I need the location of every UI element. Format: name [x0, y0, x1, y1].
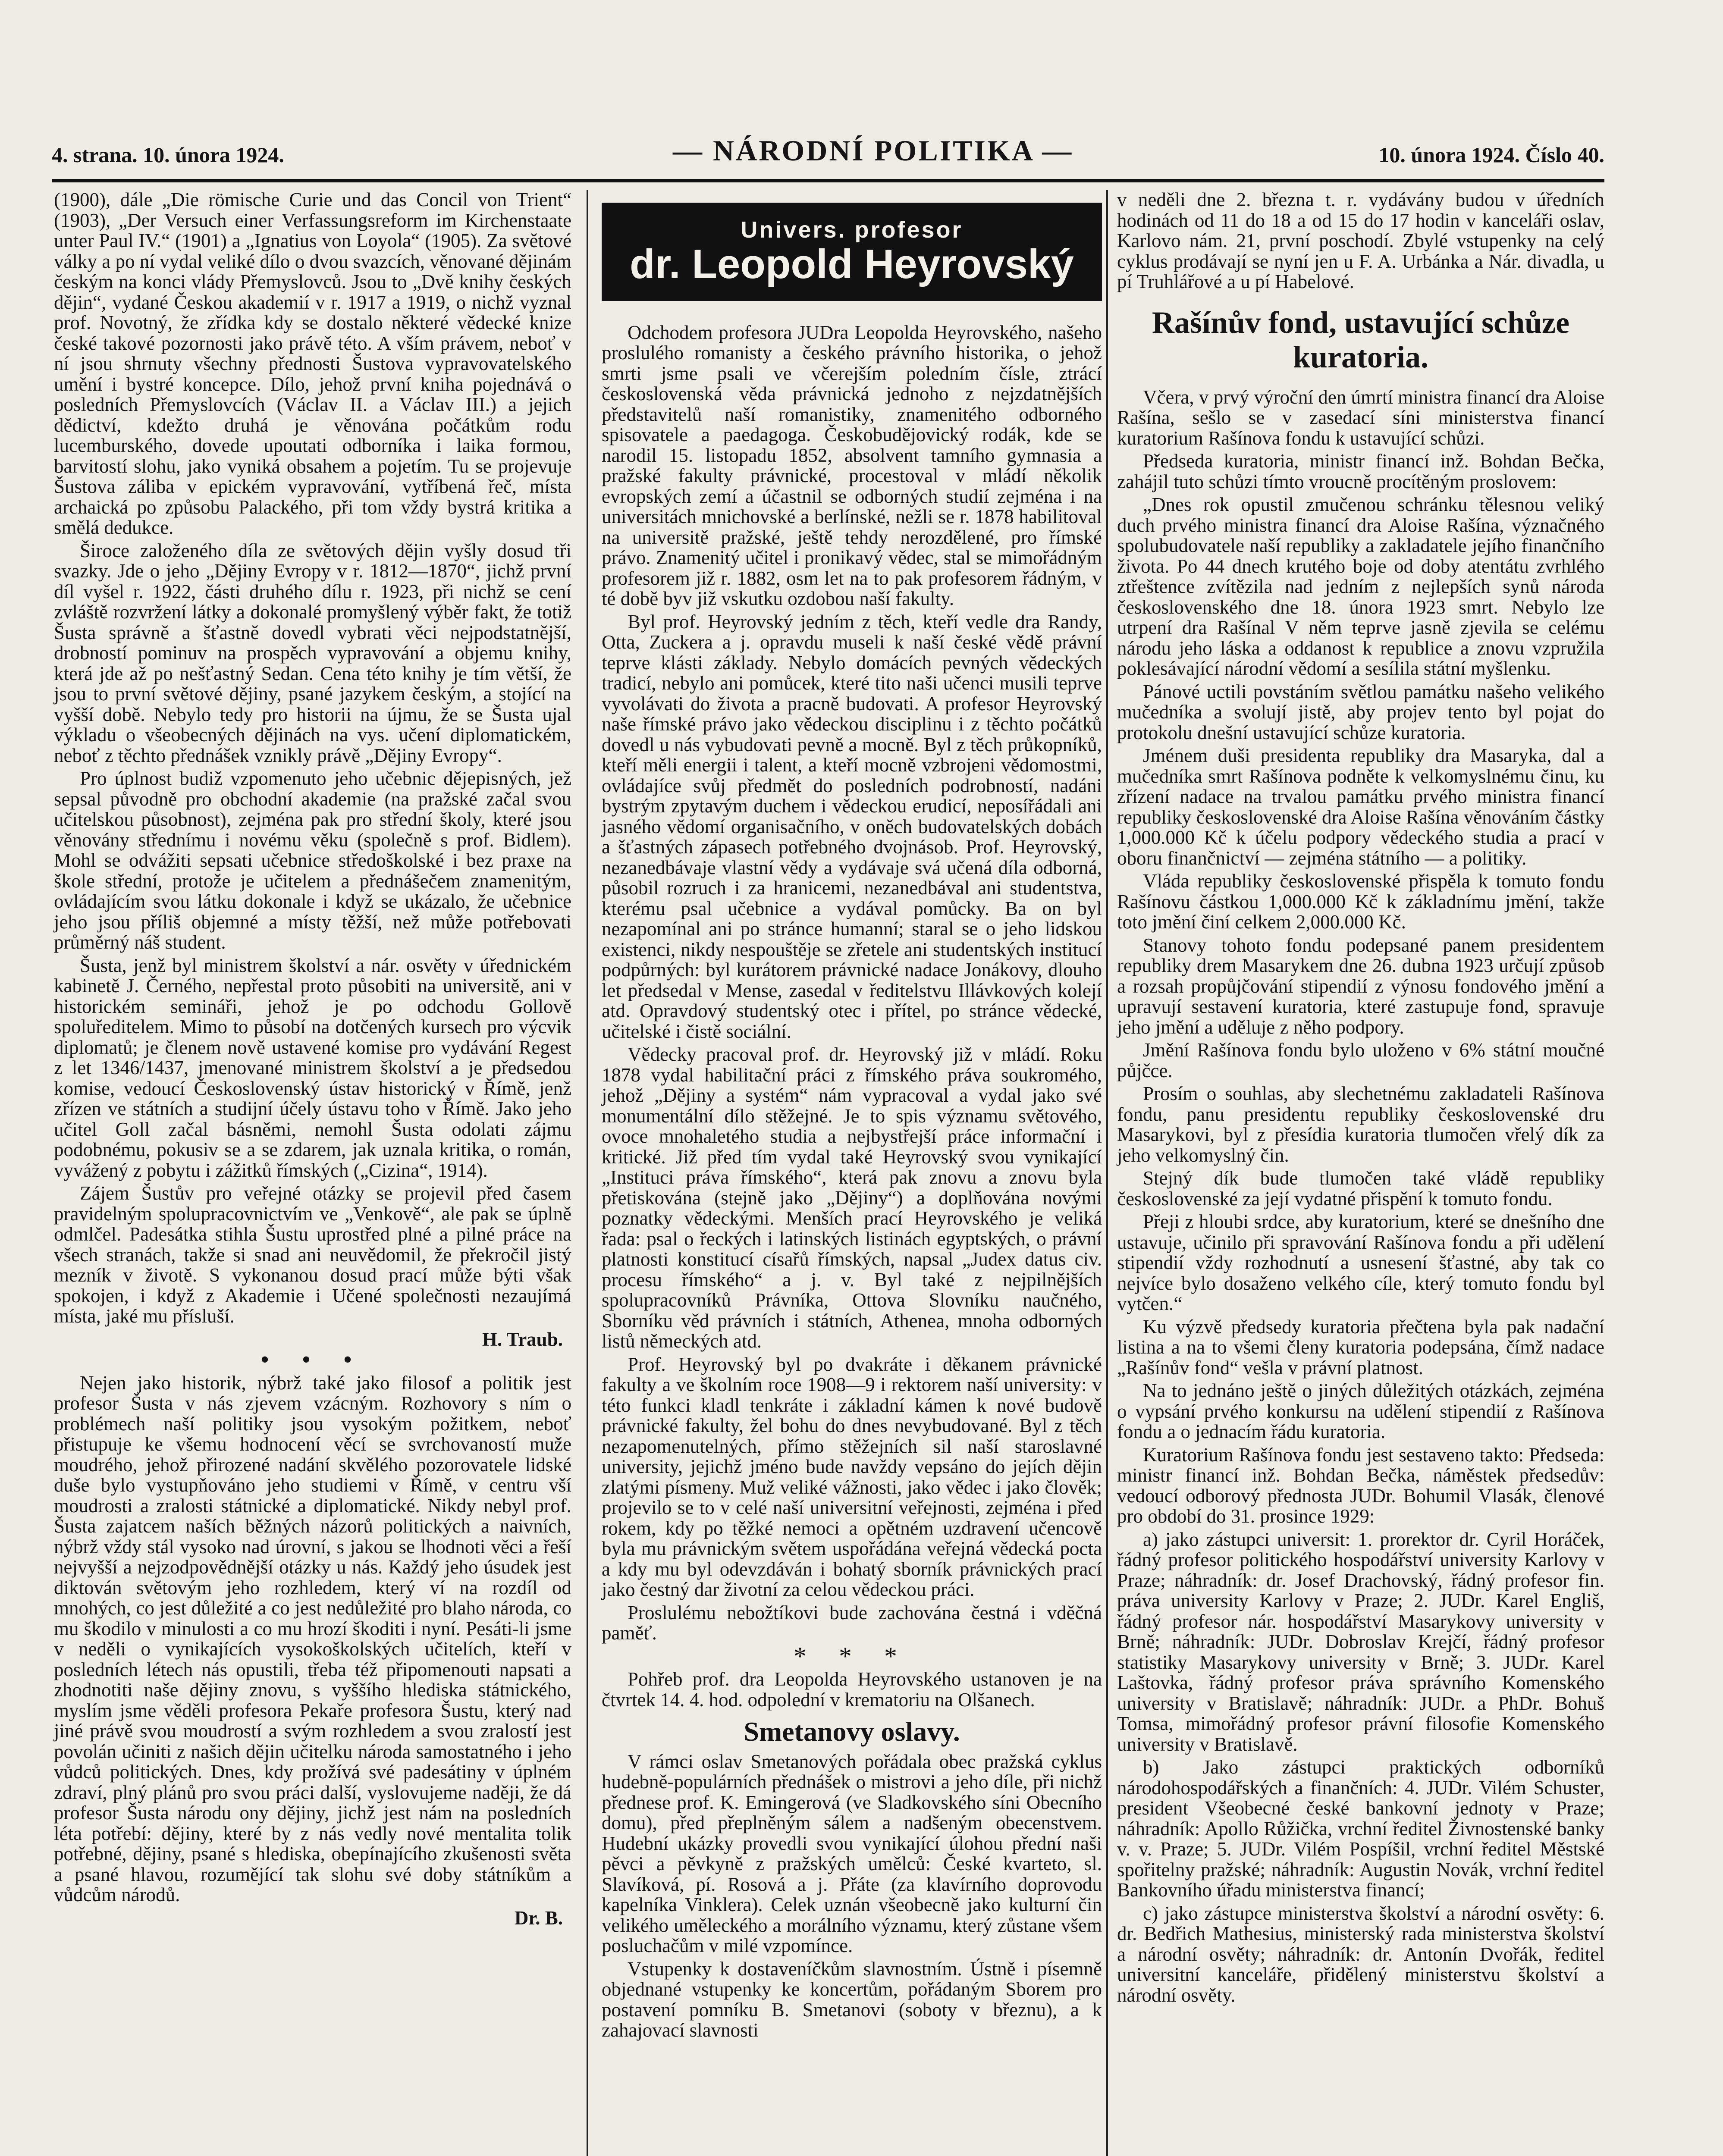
- article-paragraph: Včera, v prvý výroční den úmrtí ministra financí dra Aloise Rašína, sešlo se v zasedací síni ministerstva financí kuratorium Rašínova fondu k ustavující schůzi.: [1117, 386, 1604, 449]
- article-paragraph: Pohřeb prof. dra Leopolda Heyrovského ustanoven je na čtvrtek 14. 4. hod. odpolední v krematoriu na Olšanech.: [602, 1668, 1102, 1711]
- author-signature: H. Traub.: [482, 1328, 563, 1350]
- header-page-date: 4. strana. 10. února 1924.: [52, 143, 284, 167]
- article-paragraph: Vstupenky k dostaveníčkům slavnostním. Ústně i písemně objednané vstupenky ke koncertům, pořádaným Sborem pro postavení pomníku B. Smetanovi (soboty v březnu), a k zahajovací slavnosti: [602, 1958, 1102, 2041]
- article-paragraph: Vědecky pracoval prof. dr. Heyrovský již v mládí. Roku 1878 vydal habilitační práci z římského práva soukromého, jehož „Dějiny a systém“ nám vypracoval a vydal jako své monumentální dílo stěžejné. Je to spis významu světového, ovoce mnohaletého studia a nejbystřejší práce informační i kritické. Již před tím vydal také Heyrovský svou vynikající „Instituci práva římského“, která pak znovu a znovu byla přetiskována (stejně jako „Dějiny“) a doplňována novými poznatky vědeckými. Menších prací Heyrovského je veliká řada: psal o řeckých i latinských listinách egyptských, o právní platnosti konstitucí císařů římských, napsal „Judex datus civ. procesu římského“ a j. v. Byl také z nejpilnějších spolupracovníků Právníka, Ottova Slovníku naučného, Sborníku věd právních i státních, Athenea, mnoha odborných listů německých atd.: [602, 1044, 1102, 1352]
- article-paragraph: Zájem Šustův pro veřejné otázky se projevil před časem pravidelným spolupracovnictvím ve „Venkově“, ale pak se úplně odmlčel. Padesátka stihla Šustu uprostřed plné a pilné práce na všech stranách, takže si snad ani neuvědomil, že překročil jistý mezník v životě. S vykonanou dosud prací může býti však spokojen, i když z Akademie i Učené společnosti nezaujímá místa, jaké mu přísluší.: [54, 1182, 571, 1327]
- article-paragraph: Ku výzvě předsedy kuratoria přečtena byla pak nadační listina a na to všemi členy kuratoria podepsána, čímž nadace „Rašínův fond“ vešla v právní platnost.: [1117, 1316, 1604, 1379]
- obituary-kicker: Univers. profesor: [741, 217, 963, 243]
- page-header: [52, 129, 1604, 177]
- article-paragraph: Prosím o souhlas, aby slechetnému zakladateli Rašínova fondu, panu presidentu republiky československé dru Masarykovi, byl z přesídia kuratoria tlumočen vřelý dík za jeho velkomyslný čin.: [1117, 1083, 1604, 1166]
- article-paragraph: Předseda kuratoria, ministr financí inž. Bohdan Bečka, zahájil tuto schůzi tímto vroucně procítěným proslovem:: [1117, 450, 1604, 492]
- article-paragraph: v neděli dne 2. března t. r. vydávány budou v úředních hodinách od 11 do 18 a od 15 do 17 hodin v kanceláři oslav, Karlovo nám. 21, první poschodí. Zbylé vstupenky na celý cyklus prodávají se nyní jen u F. A. Urbánka a Nár. divadla, u pí Truhlářové a u pí Habelové.: [1117, 189, 1604, 292]
- obituary-title-box: [602, 203, 1102, 301]
- obituary-headline: dr. Leopold Heyrovský: [630, 241, 1074, 287]
- column-2: [602, 190, 1102, 2043]
- article-paragraph: Široce založeného díla ze světových dějin vyšly dosud tři svazky. Jde o jeho „Dějiny Evropy v r. 1812—1870“, jichž první díl vyšel r. 1922, části druhého dílu r. 1923, při nichž se cení zvláště rozvržení látky a dokonalé promyšlený výběr fakt, že totiž Šusta správně a šťastně dovedl vybrati věci nejpodstatnější, drobností pominuv na prospěch vypravování a objemu knihy, která jde až po nešťastný Sedan. Cena této knihy je tím větší, že jsou to první světové dějiny, psané jazykem českým, a stojící na vyšší době. Nebylo tedy pro historii na újmu, že se Šusta ujal výkladu o všeobecných dějinách na vys. učení diplomatickém, neboť z těchto přednášek vznikly právě „Dějiny Evropy“.: [54, 539, 571, 766]
- section-separator: * * *: [794, 1642, 910, 1670]
- article-paragraph: Na to jednáno ještě o jiných důležitých otázkách, zejména o vypsání prvého konkursu na udělení stipendií z Rašínova fondu a o jednacím řádu kuratoria.: [1117, 1380, 1604, 1442]
- article-paragraph: Šusta, jenž byl ministrem školství a nár. osvěty v úřednickém kabinetě J. Černého, nepřestal proto působiti na universitě, ani v historickém semináři, jehož je po odchodu Gollově spoluředitelem. Mimo to působí na dotčených kursech pro výcvik diplomatů; je členem nově ustavené komise pro vydávání Regest z let 1346/1437, jmenované ministrem školství a je předsedou komise, vedoucí Československý ústav historický v Římě, jenž zřízen ve státních a studijní účely ústavu toho v Římě. Jako jeho učitel Goll začal básněmi, nemohl Šusta odolati zájmu podobnému, pokusiv se a se zdarem, jak uznala kritika, o román, vyvážený z pobytu i zážitků římských („Cizina“, 1914).: [54, 954, 571, 1181]
- article-paragraph: c) jako zástupce ministerstva školství a národní osvěty: 6. dr. Bedřich Mathesius, ministerský rada ministerstva školství a národní osvěty; náhradník: dr. Antonín Dvořák, ředitel universitní kanceláře, přidělený ministerstvu školství a národní osvěty.: [1117, 1902, 1604, 2006]
- author-signature: Dr. B.: [514, 1907, 563, 1929]
- article-paragraph: Jménem duši presidenta republiky dra Masaryka, dal a mučedníka smrt Rašínova podněte k velkomyslnému činu, ku zřízení nadace na trvalou památku prvého ministra financí republiky československé dra Aloise Rašína věnováním částky 1,000.000 Kč k účelu podpory vědeckého studia a prací v oboru finančnictví — zejména státního — a politiky.: [1117, 745, 1604, 869]
- column-divider-1: [587, 190, 588, 2156]
- article-headline: Smetanovy oslavy.: [744, 1716, 960, 1747]
- header-issue: 10. února 1924. Číslo 40.: [1378, 143, 1604, 167]
- masthead-title: — NÁRODNÍ POLITIKA —: [673, 134, 1073, 167]
- article-paragraph: „Dnes rok opustil zmučenou schránku tělesnou veliký duch prvého ministra financí dra Aloise Rašína, význačného spolubudovatele naší republiky a zakladatele jejího finančního života. Po 44 dnech krutého boje od doby atentátu zvrhlého ztřeštence zvítězila nad jedním z nejlepších synů národa československého dne 18. února 1923 smrt. Nebylo lze utrpení dra Rašínal V něm teprve jasně zjevila se celému národu jeho láska a oddanost k republice a znovu vzpružila poklesávající národní vědomí a sesílila státní myšlenku.: [1117, 494, 1604, 679]
- article-paragraph: Pro úplnost budiž vzpomenuto jeho učebnic dějepisných, jež sepsal původně pro obchodní akademie (na pražské začal svou učitelskou působnost), zejména pak pro střední školy, které jsou věnovány střednímu i novému věku (společně s prof. Bidlem). Mohl se odvážiti sepsati učebnice středoškolské i bez praxe na školе střední, protože je učitelem a přednášečem znamenitým, ovládajícím svou látku dokonale i když se ukázalo, že učebnice jeho jsou příliš objemné a místy těžší, než může potřebovati průměrný náš student.: [54, 768, 571, 953]
- article-paragraph: Nejen jako historik, nýbrž také jako filosof a politik jest profesor Šusta v nás zjevem vzácným. Rozhovory s ním o problémech naší politiky jsou vysokým požitkem, neboť přistupuje ke všemu hodnocení věcí se svrchovaností muže moudrého, jehož přirozené nadání skvělého pozorovatele lidské duše bylo vystupňováno jeho studiemi v Římě, v centru vší moudrosti a zralosti státnické a diplomatické. Nikdy nebyl prof. Šusta zajatcem naších běžných názorů politických a naivních, nýbrž vždy stál vysoko nad úrovní, s jakou se lhodnoti věci a řeší nejvyšší a nejzodpovědnější otázky u nás. Každý jeho úsudek jest diktován světovým jeho rozhledem, který ví na rozdíl od mnohých, co jest důležité a co jest nedůležité pro blaho národa, co mu škodilo v minulosti a co mu hrozí škoditi i nyní. Pesáti-li jsme v neděli o vynikajících vysokoškolských učitelích, kteří v posledních létech nás opustili, třeba též připomenouti napsati a zhodnotiti naše dějiny znovu, s vyššího hlediska státnického, myslím jsme věděli profesora Pekaře profesora Šustu, který nad jiné právě svou moudrostí a svým rozhledem a svou zralostí jest povolán učiniti z našich dějin učitelku národa samostatného i jeho vůdců politických. Dnes, kdy prožívá své padesátiny v úplném zdraví, plný plánů pro svou práci další, vyslovujeme naději, že dá profesor Šusta národu ony dějiny, jichž jest nám na posledních léta potřebí: dějiny, které by z nás vedly nové mentalita tolik potřebné, dějiny, psané s hlediska, obepínajícího zkušenosti světa a psané hlavou, rozumějící tak slohu své doby státníkům a vůdcům národů.: [54, 1372, 571, 1905]
- section-separator: • • •: [260, 1345, 365, 1374]
- article-paragraph: (1900), dále „Die römische Curie und das Concil von Trient“ (1903), „Der Versuch einer Verfassungsreform im Kirchenstaate unter Paul IV.“ (1901) a „Ignatius von Loyola“ (1905). Za světové války a po ní vydal veliké dílo o dvou svazcích, věnované dějinám českým na konci vlády Přemyslovců. Jsou to „Dvě knihy českých dějin“, vydané Českou akademií v r. 1917 a 1919, o nichž vyznal prof. Novotný, že zřídka kdy se dostalo některé vědecké knize české takové pozornosti jako právě této. A vším právem, neboť v ní jsou shrnuty všechny přednosti Šustova vypravovatelského umění i bystré koncepce. Dílo, jehož první kniha pojednává o posledních Přemyslovcích (Václav II. a Václav III.) a jejich dědictví, kdežto druhá je věnována počátkům rodu lucemburského, dovede upoutati odborníka i laika formou, barvitostí slohu, jako vyniká obsahem a pojetím. Tu se projevuje Šustova záliba v epickém vypravování, vytříbená řeč, místa archaická po způsobu Palackého, při tom vždy bystrá kritika a smělá dedukce.: [54, 189, 571, 538]
- article-paragraph: Odchodem profesora JUDra Leopolda Heyrovského, našeho proslulého romanisty a českého právního historika, o jehož smrti jsme psali ve včerejším poledním čísle, ztrácí československá věda právnická jednoho z nejzdatnějších představitelů naší romanistiky, znamenitého odborného spisovatele a paedagoga. Českobudějovický rodák, kde se narodil 15. listopadu 1852, absolvent tamního gymnasia a pražské fakulty právnické, procestoval v mládí několik evropských zemí a účastnil se odborných studií zejména i na universitách mnichovské a berlínské, nežli se r. 1878 habilitoval na universitě pražské, ještě tehdy nerozdělené, pro římské právo. Znamenitý učitel i pronikavý vědec, stal se mimořádným profesorem již r. 1882, osm let na to pak profesorem řádným, v té době byv již vskutku ozdobou naší fakulty.: [602, 321, 1102, 609]
- article-paragraph: Proslulému nebožtíkovi bude zachována čestná i vděčná paměť.: [602, 1601, 1102, 1644]
- article-paragraph: Vláda republiky československé přispěla k tomuto fondu Rašínovu částkou 1,000.000 Kč k základnímu jmění, takže toto jmění činí celkem 2,000.000 Kč.: [1117, 870, 1604, 933]
- article-paragraph: Byl prof. Heyrovský jedním z těch, kteří vedle dra Randy, Otta, Zuckera a j. opravdu museli k naší české vědě právní teprve klásti základy. Nebylo domácích pevných vědeckých tradicí, nebylo ani pomůcek, které tito naši učenci musili teprve vyvolávati do života a pracně budovati. A profesor Heyrovský naše římské právo jako vědeckou disciplinu i z těchto počátků dovedl u nás vybudovati pevně a mocně. Byl z těch průkopníků, kteří měli energii i talent, a kteří mocně vzbrojeni vědomostmi, ovládajíce svůj předmět do posledních podrobností, nadáni bystrým zpytavým duchem i vědeckou erudicí, neposířádali ani jasného vědomí organisačního, v oněch budovatelských dobách a šťastných zápasech potřebného dvojnásob. Prof. Heyrovský, nezanedbávaje vlastní vědy a vydávaje svá učená díla odborná, působil rozruch i za hranicemi, nezanedbával ani studentstva, kterému psal učebnice a vydával pomůcky. Ba on byl nezapomínal ani po stránce humanní; staral se o jeho lidskou existenci, nikdy nespouštěje se zřetele ani studentských institucí podpůrných: byl kurátorem právnické nadace Jonákovy, dlouho let předsedal v Mense, zasedal v ředitelstvu Illávkových kolejí atd. Opravdový studentský otec i přítel, po stránce vědecké, učitelské i čistě sociální.: [602, 611, 1102, 1042]
- article-headline: Rašínův fond, ustavující schůze kuratoria.: [1152, 305, 1570, 374]
- column-3: [1117, 190, 1604, 2008]
- article-paragraph: a) jako zástupci universit: 1. prorektor dr. Cyril Horáček, řádný profesor politického hospodářství university Karlovy v Praze; náhradník: dr. Josef Drachovský, řádný profesor fin. práva university Karlovy v Praze; 2. JUDr. Karel Engliš, řádný profesor nár. hospodářství Masarykovy university v Brně; náhradník: JUDr. Dobroslav Krejčí, řádný profesor statistiky Masarykovy university v Brně; 3. JUDr. Karel Laštovka, řádný profesor práva správního Komenského university v Bratislavě; náhradník: JUDr. a PhDr. Bohuš Tomsa, mimořádný profesor právní filosofie Komenského university v Bratislavě.: [1117, 1528, 1604, 1755]
- article-paragraph: Jmění Rašínova fondu bylo uloženo v 6% státní moučné půjčce.: [1117, 1039, 1604, 1081]
- article-paragraph: Přeji z hloubi srdce, aby kuratorium, které se dnešního dne ustavuje, učinilo při spravování Rašínova fondu a při udělení stipendií vždy rozhodnutí a usnesení šťastné, aby tak co nejvíce bylo dosaženo velkého cíle, který tomuto fondu byl vytčen.“: [1117, 1211, 1604, 1314]
- article-paragraph: Pánové uctili povstáním světlou památku našeho velikého mučedníka a svolují jistě, aby projev tento byl pojat do protokolu dnešní ustavující schůze kuratoria.: [1117, 680, 1604, 743]
- column-divider-2: [1106, 190, 1108, 2156]
- article-paragraph: b) Jako zástupci praktických odborníků národohospodářských a finančních: 4. JUDr. Vilém Schuster, president Všeobecné české bankovní jednoty v Praze; náhradník: Apollo Růžička, vrchní ředitel Živnostenské banky v. v. Praze; 5. JUDr. Vilém Pospíšil, vrchní ředitel Městské spořitelny pražské; náhradník: Augustin Novák, vrchní ředitel Bankovního úřadu ministerstva financí;: [1117, 1756, 1604, 1901]
- article-paragraph: Stanovy tohoto fondu podepsané panem presidentem republiky drem Masarykem dne 26. dubna 1923 určují způsob a rozsah propůjčování stipendií z výnosu fondového jmění a upravují sestavení kuratoria, které zastupuje fond, spravuje jeho jmění a uděluje z něho podpory.: [1117, 934, 1604, 1038]
- header-rule: [52, 179, 1604, 182]
- column-1: [54, 190, 571, 1928]
- article-paragraph: Prof. Heyrovský byl po dvakráte i děkanem právnické fakulty a ve školním roce 1908—9 i rektorem naší university: v této funkci kladl tenkráte i základní kámen k nové budově právnické fakulty, žel bohu do dnes nevybudované. Byl z těch nezapomenutelných, přímo stěžejních sil naší staroslavné university, jejichž jméno bude navždy vepsáno do jejích dějin zlatými písmeny. Muž veliké vážnosti, jako vědec i jako člověk; projevilo se to v celé naší universitní veřejnosti, zejména i před rokem, kdy po těžké nemoci a opětném uzdravení učencově byla mu právnickým světem uspořádána veřejná vědecká pocta a kdy mu byl odevzdáván i bohatý sborník právnických prací jako čestný dar životní za celou vědeckou práci.: [602, 1353, 1102, 1600]
- article-paragraph: V rámci oslav Smetanových pořádala obec pražská cyklus hudebně-populárních přednášek o mistrovi a jeho díle, při nichž přednese prof. K. Emingerová (ve Sladkovského síni Obecního domu), před přeplněným sálem a nadšeným obecenstvem. Hudební ukázky provedli svou vynikající úlohou přední naši pěvci a pěvkyně z pražských umělců: České kvarteto, sl. Slavíková, pí. Rosová a j. Přáte (za klavírního doprovodu kapelníka Vinklera). Celek uznán všeobecně jako kulturní čin velikého uměleckého a morálního významu, který zůstane všem posluchačům v milé vzpomínce.: [602, 1750, 1102, 1956]
- article-paragraph: Kuratorium Rašínova fondu jest sestaveno takto: Předseda: ministr financí inž. Bohdan Bečka, náměstek předsedův: vedoucí odborový přednosta JUDr. Bohumil Vlasák, členové pro období do 31. prosince 1929:: [1117, 1444, 1604, 1527]
- article-paragraph: Stejný dík bude tlumočen také vládě republiky československé za její vydatné přispění k tomuto fondu.: [1117, 1167, 1604, 1210]
